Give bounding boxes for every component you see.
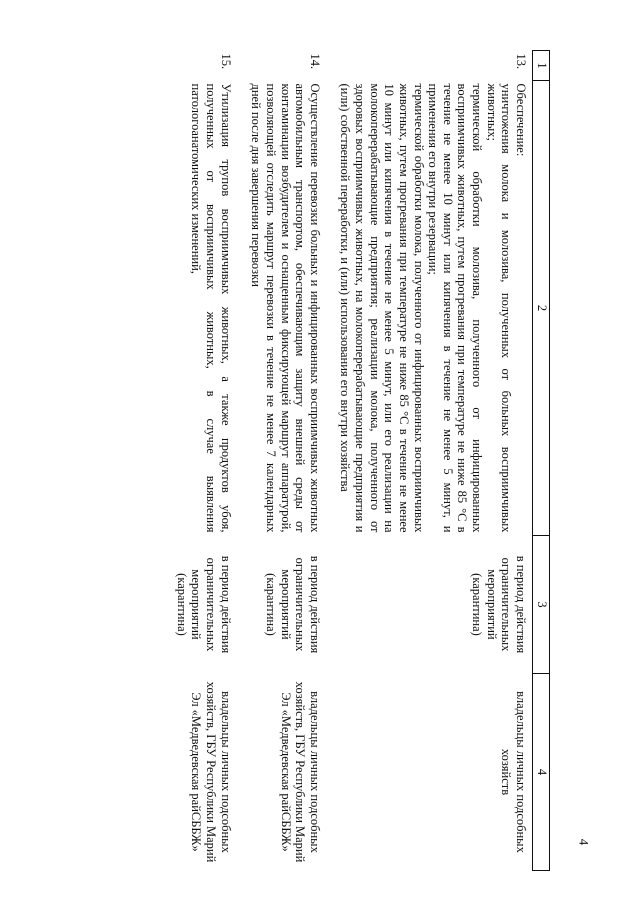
term-cell: в период действия ограничительных мероприятий (карантина) bbox=[470, 555, 528, 654]
column-header-3: 3 bbox=[533, 536, 550, 674]
column-header-1: 1 bbox=[533, 51, 550, 81]
table-row bbox=[237, 51, 326, 871]
measure-text: Обеспечение: bbox=[514, 83, 528, 157]
measure-text: термической обработки молока, полученного от инфицированных восприимчивых животных, путем прогревания при температуре не ниже 85 °C в течение не менее 10 минут или кипячения в течение не менее 5 минут, или его реализации на молокоперерабатывающие предприятия; реализации молока, полученного от здоровых восприимчивых животных, на молокоперерабатывающие предприятия и (или) собственной переработки, и (или) использования его внутри хозяйства bbox=[338, 83, 426, 533]
page-number: 4 bbox=[576, 838, 592, 846]
term-cell: в период действия ограничительных мероприятий (карантина) bbox=[174, 555, 233, 654]
responsible-cell: владельцы личных подсобных хозяйств bbox=[499, 691, 528, 853]
measure-text: термической обработки молозива, полученного от инфицированных восприимчивых животных, путем прогревания при температуре не ниже 85 °C в течение не менее 10 минут или кипячения в течение не менее 5 минут, и применения его внутри резервации; bbox=[426, 83, 485, 533]
term-cell: в период действия ограничительных мероприятий (карантина) bbox=[264, 555, 322, 654]
row-number: 15. bbox=[218, 53, 233, 70]
measure-text: Осуществление перевозки больных и инфицированных восприимчивых животных автомобильным транспортом, обеспечивающим защиту внешней среды от контаминации возбудителем и оснащенным фиксирующей маршрут аппаратурой, позволяющей отследить маршрут перевозки в течение не менее 7 календарных дней после дня завершения перевозки bbox=[249, 83, 322, 533]
document-table-rotated bbox=[90, 50, 550, 870]
row-number: 14. bbox=[307, 53, 322, 70]
responsible-cell: владельцы личных подсобных хозяйств, ГБУ Республики Марий Эл «Медведевская райСББЖ» bbox=[278, 681, 322, 863]
column-header-4: 4 bbox=[533, 674, 550, 871]
measure-cell bbox=[162, 81, 237, 536]
measure-cell bbox=[326, 81, 533, 536]
responsible-cell: владельцы личных подсобных хозяйств, ГБУ Республики Марий Эл «Медведевская райСББЖ» bbox=[189, 681, 233, 863]
table-row bbox=[326, 51, 533, 871]
measure-cell bbox=[237, 81, 326, 536]
measure-text: Утилизация трупов восприимчивых животных, а также продуктов убоя, полученных от восприимчивых животных, в случае выявления патологоанатомических изменений, bbox=[189, 83, 233, 533]
table-row bbox=[162, 51, 237, 871]
table-header-row bbox=[533, 51, 550, 871]
measure-text: уничтожения молока и молозива, полученных от больных восприимчивых животных; bbox=[484, 83, 514, 533]
measures-table bbox=[162, 50, 550, 871]
column-header-2: 2 bbox=[533, 81, 550, 536]
row-number: 13. bbox=[514, 53, 528, 70]
